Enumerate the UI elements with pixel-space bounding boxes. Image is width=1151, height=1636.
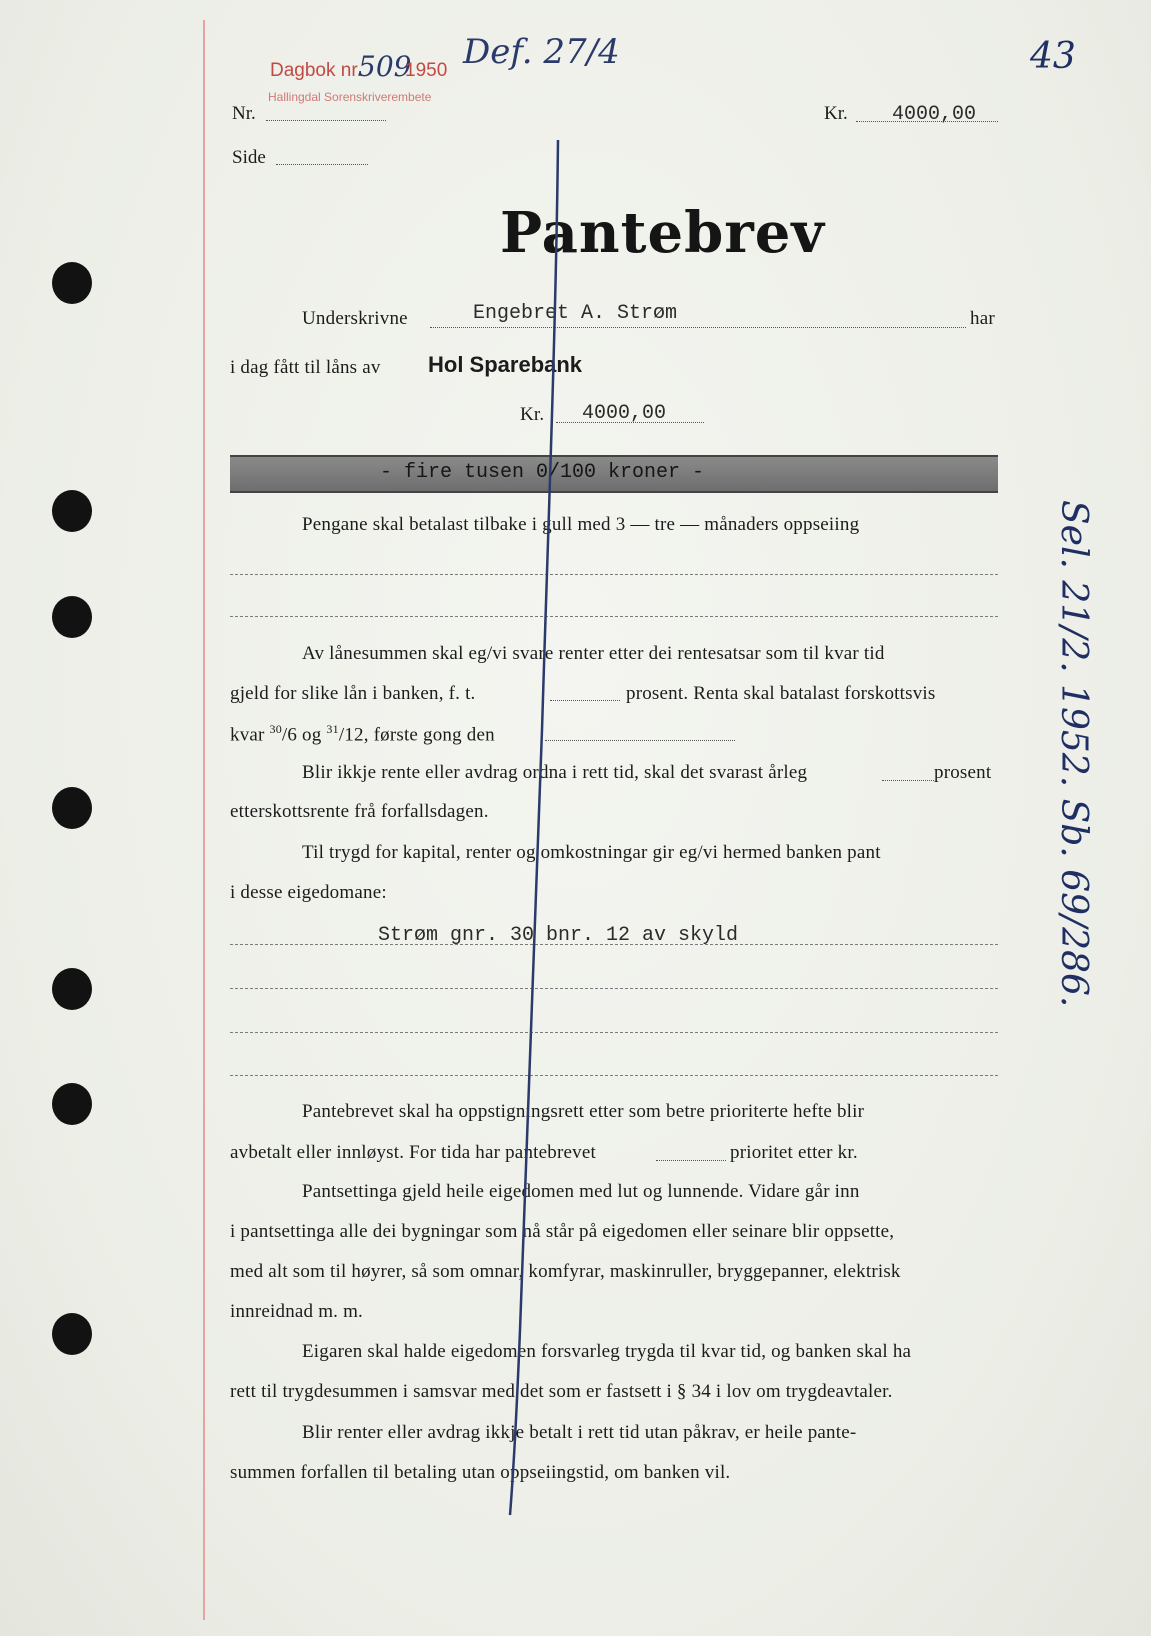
interest-line-3-kvar: kvar	[230, 724, 265, 746]
priority-line-2b: prioritet etter kr.	[730, 1142, 858, 1163]
amount-in-words: - fire tusen 0/100 kroner -	[380, 461, 705, 484]
blank-line	[230, 574, 998, 575]
page-number: 43	[1030, 36, 1076, 77]
default-line-1a: Blir ikkje rente eller avdrag ordna i rett tid, skal det svarast årleg	[302, 762, 808, 783]
dagbok-number: 509	[358, 50, 412, 83]
binder-hole	[52, 262, 92, 304]
blank-line	[230, 616, 998, 617]
borrower-name: Engebret A. Strøm	[473, 302, 678, 325]
interest-line-2a: gjeld for slike lån i banken, f. t.	[230, 683, 476, 704]
priority-field	[656, 1160, 726, 1161]
interest-line-3-og: /6 og	[281, 724, 322, 746]
lender-bank: Hol Sparebank	[428, 352, 583, 377]
amount-value: 4000,00	[582, 402, 667, 425]
scope-line-3: med alt som til høyrer, så som omnar, komfyrar, maskinruller, bryggepanner, elektrisk	[230, 1261, 901, 1282]
red-margin-line	[203, 20, 205, 1620]
interest-line-3-rest: /12, første gong den	[338, 724, 495, 746]
security-line-1: Til trygd for kapital, renter og omkostningar gir eg/vi hermed banken pant	[302, 842, 881, 863]
borrower-prefix: Underskrivne	[302, 308, 408, 329]
scope-line-2: i pantsettinga alle dei bygningar som nå står på eigedomen eller seinare blir oppsette,	[230, 1221, 895, 1242]
scope-line-1: Pantsettinga gjeld heile eigedomen med lut og lunnende. Vidare går inn	[302, 1181, 860, 1202]
dagbok-label: Dagbok nr.	[270, 60, 362, 81]
scope-line-4: innreidnad m. m.	[230, 1301, 364, 1322]
blank-line	[230, 1075, 998, 1076]
binder-hole	[52, 1083, 92, 1125]
priority-line-1: Pantebrevet skal ha oppstigningsrett etter som betre prioriterte hefte blir	[302, 1101, 865, 1122]
pen-stroke	[500, 130, 580, 1530]
insurance-line-1: Eigaren skal halde eigedomen forsvarleg trygda til kvar tid, og banken skal ha	[302, 1341, 912, 1362]
default-line-2: etterskottsrente frå forfallsdagen.	[230, 801, 489, 822]
binder-hole	[52, 596, 92, 638]
court-stamp: Hallingdal Sorenskriverembete	[268, 90, 432, 104]
dagbok-year: 1950	[405, 60, 448, 81]
insurance-line-2: rett til trygdesummen i samsvar med det som er fastsett i § 34 i lov om trygdeavtaler.	[230, 1381, 893, 1402]
acceleration-line-2: summen forfallen til betaling utan oppseiingstid, om banken vil.	[230, 1462, 731, 1483]
binder-hole	[52, 490, 92, 532]
binder-hole	[52, 968, 92, 1010]
blank-line	[230, 988, 998, 989]
interest-line-3	[230, 722, 495, 746]
handwritten-date: Def. 27/4	[463, 32, 620, 72]
nr-field-line	[266, 120, 386, 121]
document-title: Pantebrev	[500, 200, 825, 266]
binder-hole	[52, 1313, 92, 1355]
blank-line	[230, 944, 998, 945]
margin-registration-note: Sel. 21/2. 1952. Sb. 69/286.	[1053, 500, 1094, 1008]
blank-line	[230, 1032, 998, 1033]
default-line-1b: prosent	[934, 762, 992, 783]
interest-line-3-sup1: 30	[269, 722, 282, 736]
binder-hole	[52, 787, 92, 829]
interest-line-1: Av lånesummen skal eg/vi svare renter etter dei rentesatsar som til kvar tid	[302, 643, 885, 664]
interest-line-2b: prosent. Renta skal batalast forskottsvis	[626, 683, 936, 704]
repayment-text: Pengane skal betalast tilbake i gull med 3 — tre — månaders oppseiing	[302, 514, 860, 535]
interest-line-3-sup2: 31	[326, 722, 339, 736]
property-description: Strøm gnr. 30 bnr. 12 av skyld	[378, 924, 739, 947]
lender-prefix: i dag fått til låns av	[230, 357, 381, 378]
security-line-2: i desse eigedomane:	[230, 882, 387, 903]
kr-amount: 4000,00	[892, 103, 977, 126]
borrower-suffix: har	[970, 308, 995, 329]
default-rate-field	[882, 780, 934, 781]
side-field-line	[276, 164, 368, 165]
priority-line-2a: avbetalt eller innløyst. For tida har pantebrevet	[230, 1142, 596, 1163]
kr-label: Kr.	[824, 103, 848, 124]
amount-label: Kr.	[520, 404, 545, 425]
acceleration-line-1: Blir renter eller avdrag ikkje betalt i rett tid utan påkrav, er heile pante-	[302, 1422, 857, 1443]
nr-label: Nr.	[232, 103, 256, 124]
side-label: Side	[232, 147, 266, 168]
